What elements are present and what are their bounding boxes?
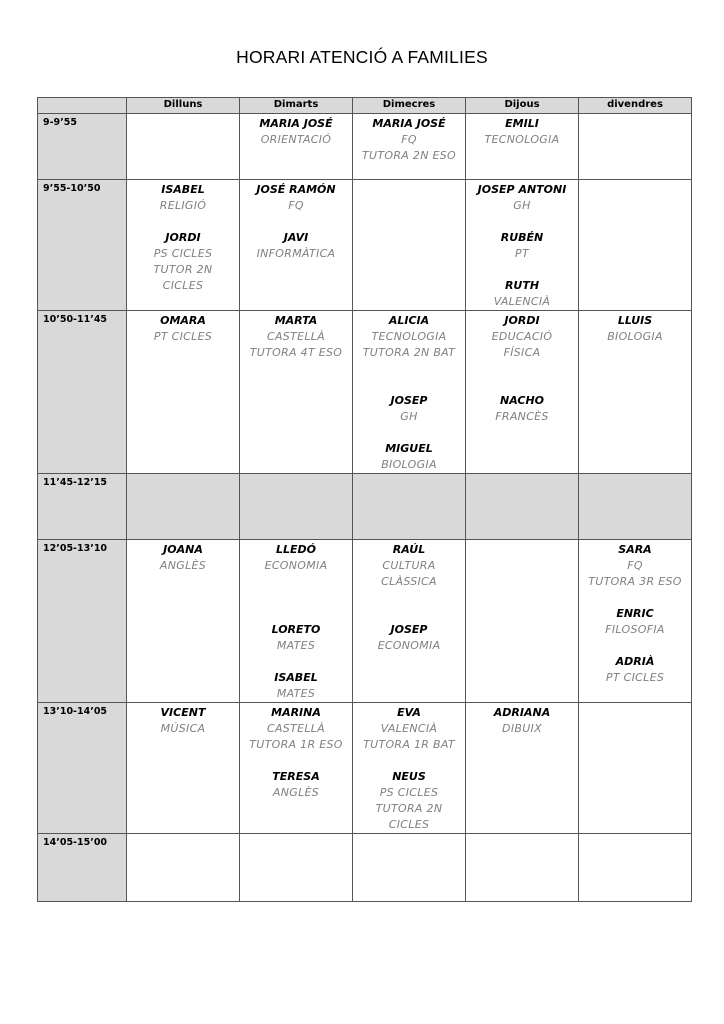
teacher-entry <box>127 542 239 574</box>
teacher-entry <box>353 313 465 361</box>
teacher-name: ENRIC <box>616 607 654 620</box>
subject-label: TUTORA 2N ESO <box>361 149 457 162</box>
subject-label: ANGLÈS <box>272 786 320 799</box>
cell-friday <box>579 703 692 834</box>
subject-label: ECONOMIA <box>264 559 328 572</box>
teacher-name: SARA <box>618 543 652 556</box>
teacher-name: JAVI <box>283 231 309 244</box>
teacher-name: ISABEL <box>274 671 318 684</box>
teacher-entry <box>240 116 352 148</box>
teacher-name: MARINA <box>271 706 321 719</box>
cell-wednesday <box>353 180 466 311</box>
schedule-table <box>37 97 692 902</box>
teacher-entry <box>127 313 239 345</box>
cell-tuesday <box>240 474 353 540</box>
cell-monday <box>127 540 240 703</box>
subject-label: ORIENTACIÓ <box>260 133 332 146</box>
schedule-row <box>38 311 692 474</box>
cell-wednesday <box>353 474 466 540</box>
cell-monday <box>127 311 240 474</box>
teacher-entry <box>240 230 352 262</box>
cell-tuesday <box>240 540 353 703</box>
cell-thursday <box>466 114 579 180</box>
subject-label: FQ <box>401 133 417 146</box>
subject-label: BIOLOGIA <box>607 330 663 343</box>
cell-tuesday <box>240 114 353 180</box>
cell-thursday <box>466 311 579 474</box>
teacher-entry <box>353 769 465 833</box>
subject-label: FQ <box>288 199 304 212</box>
subject-label: FRANCÈS <box>495 410 549 423</box>
subject-label: MATES <box>276 639 316 652</box>
cell-monday <box>127 474 240 540</box>
subject-label: CICLES <box>162 279 204 292</box>
teacher-name: JOANA <box>163 543 203 556</box>
teacher-name: NEUS <box>392 770 426 783</box>
subject-label: CLÀSSICA <box>381 575 437 588</box>
teacher-entry <box>127 230 239 294</box>
cell-thursday <box>466 834 579 902</box>
teacher-name: MARIA JOSÉ <box>372 117 446 130</box>
cell-friday <box>579 540 692 703</box>
subject-label: PS CICLES <box>153 247 213 260</box>
schedule-row <box>38 834 692 902</box>
cell-friday <box>579 474 692 540</box>
teacher-entry <box>466 278 578 310</box>
teacher-entry <box>466 116 578 148</box>
subject-label: FILOSOFIA <box>605 623 665 636</box>
teacher-entry <box>353 116 465 164</box>
teacher-name: MIGUEL <box>385 442 433 455</box>
subject-label: PT CICLES <box>605 671 665 684</box>
teacher-entry <box>240 313 352 361</box>
subject-label: DIBUIX <box>502 722 542 735</box>
teacher-entry <box>353 393 465 425</box>
cell-thursday <box>466 540 579 703</box>
day-header-thursday: Dijous <box>466 98 579 114</box>
subject-label: CASTELLÀ <box>266 330 326 343</box>
corner-cell <box>38 98 127 114</box>
teacher-entry <box>466 182 578 214</box>
page-title: HORARI ATENCIÓ A FAMILIES <box>236 47 488 67</box>
time-slot-label: 9-9’55 <box>38 114 127 180</box>
cell-monday <box>127 703 240 834</box>
cell-tuesday <box>240 180 353 311</box>
cell-friday <box>579 180 692 311</box>
subject-label: TUTORA 4T ESO <box>249 346 343 359</box>
teacher-name: EMILI <box>505 117 539 130</box>
cell-monday <box>127 834 240 902</box>
subject-label: CULTURA <box>382 559 436 572</box>
subject-label: PT CICLES <box>153 330 213 343</box>
cell-tuesday <box>240 311 353 474</box>
schedule-row <box>38 703 692 834</box>
cell-thursday <box>466 474 579 540</box>
subject-label: CICLES <box>388 818 430 831</box>
day-header-friday: divendres <box>579 98 692 114</box>
teacher-entry <box>466 705 578 737</box>
day-header-monday: Dilluns <box>127 98 240 114</box>
subject-label: PT <box>515 247 529 260</box>
teacher-entry <box>240 670 352 702</box>
time-slot-label: 14’05-15’00 <box>38 834 127 902</box>
subject-label: GH <box>400 410 418 423</box>
teacher-name: RAÚL <box>392 543 426 556</box>
time-slot-label: 10’50-11’45 <box>38 311 127 474</box>
teacher-entry <box>127 182 239 214</box>
teacher-name: ADRIÀ <box>615 655 655 668</box>
teacher-name: JORDI <box>165 231 201 244</box>
subject-label: TECNOLOGIA <box>484 133 560 146</box>
cell-friday <box>579 834 692 902</box>
teacher-name: JORDI <box>504 314 540 327</box>
teacher-entry <box>579 313 691 345</box>
day-header-wednesday: Dimecres <box>353 98 466 114</box>
cell-friday <box>579 311 692 474</box>
teacher-name: VICENT <box>160 706 206 719</box>
subject-label: TUTORA 3R ESO <box>588 575 682 588</box>
teacher-entry <box>353 542 465 590</box>
cell-friday <box>579 114 692 180</box>
subject-label: TUTORA 1R ESO <box>249 738 343 751</box>
cell-monday <box>127 114 240 180</box>
cell-tuesday <box>240 703 353 834</box>
subject-label: EDUCACIÓ <box>491 330 553 343</box>
subject-label: TUTORA 2N <box>375 802 443 815</box>
teacher-entry <box>353 705 465 753</box>
teacher-entry <box>579 542 691 590</box>
subject-label: TUTORA 2N BAT <box>362 346 456 359</box>
cell-thursday <box>466 703 579 834</box>
teacher-entry <box>579 606 691 638</box>
teacher-entry <box>466 313 578 361</box>
subject-label: TECNOLOGIA <box>371 330 447 343</box>
subject-label: VALENCIÀ <box>380 722 438 735</box>
teacher-entry <box>466 393 578 425</box>
teacher-entry <box>240 542 352 574</box>
teacher-name: LORETO <box>271 623 321 636</box>
teacher-entry <box>240 622 352 654</box>
subject-label: GH <box>513 199 531 212</box>
teacher-name: MARTA <box>274 314 318 327</box>
teacher-name: LLUIS <box>617 314 653 327</box>
schedule-row <box>38 180 692 311</box>
subject-label: ECONOMIA <box>377 639 441 652</box>
time-slot-label: 9’55-10’50 <box>38 180 127 311</box>
teacher-name: EVA <box>397 706 421 719</box>
teacher-name: ISABEL <box>161 183 205 196</box>
teacher-entry <box>240 705 352 753</box>
time-slot-label: 11’45-12’15 <box>38 474 127 540</box>
subject-label: TUTORA 1R BAT <box>363 738 455 751</box>
subject-label: MÚSICA <box>160 722 206 735</box>
teacher-entry <box>240 182 352 214</box>
time-slot-label: 12’05-13’10 <box>38 540 127 703</box>
subject-label: MATES <box>276 687 316 700</box>
cell-thursday <box>466 180 579 311</box>
teacher-entry <box>353 441 465 473</box>
teacher-name: JOSÉ RAMÓN <box>256 183 336 196</box>
cell-monday <box>127 180 240 311</box>
cell-wednesday <box>353 703 466 834</box>
header-row <box>38 98 692 114</box>
day-header-tuesday: Dimarts <box>240 98 353 114</box>
teacher-entry <box>579 654 691 686</box>
teacher-entry <box>466 230 578 262</box>
subject-label: FQ <box>627 559 643 572</box>
teacher-name: JOSEP ANTONI <box>477 183 567 196</box>
teacher-name: RUBÉN <box>500 231 544 244</box>
subject-label: BIOLOGIA <box>381 458 437 471</box>
teacher-name: RUTH <box>504 279 540 292</box>
subject-label: VALENCIÀ <box>493 295 551 308</box>
teacher-entry <box>127 705 239 737</box>
cell-wednesday <box>353 834 466 902</box>
subject-label: TUTOR 2N <box>153 263 213 276</box>
teacher-name: JOSEP <box>390 394 428 407</box>
cell-wednesday <box>353 114 466 180</box>
subject-label: INFORMÀTICA <box>256 247 336 260</box>
teacher-name: OMARA <box>160 314 206 327</box>
teacher-name: TERESA <box>272 770 320 783</box>
teacher-name: ADRIANA <box>493 706 551 719</box>
schedule-row <box>38 540 692 703</box>
teacher-entry <box>240 769 352 801</box>
cell-tuesday <box>240 834 353 902</box>
teacher-name: NACHO <box>499 394 544 407</box>
schedule-row <box>38 114 692 180</box>
cell-wednesday <box>353 540 466 703</box>
time-slot-label: 13’10-14’05 <box>38 703 127 834</box>
teacher-name: JOSEP <box>390 623 428 636</box>
teacher-name: ALICIA <box>388 314 430 327</box>
subject-label: ANGLÈS <box>159 559 207 572</box>
teacher-entry <box>353 622 465 654</box>
subject-label: FÍSICA <box>503 346 541 359</box>
subject-label: PS CICLES <box>379 786 439 799</box>
teacher-name: LLEDÓ <box>275 543 316 556</box>
subject-label: CASTELLÀ <box>266 722 326 735</box>
teacher-name: MARIA JOSÉ <box>259 117 333 130</box>
cell-wednesday <box>353 311 466 474</box>
subject-label: RELIGIÓ <box>159 199 207 212</box>
schedule-row <box>38 474 692 540</box>
